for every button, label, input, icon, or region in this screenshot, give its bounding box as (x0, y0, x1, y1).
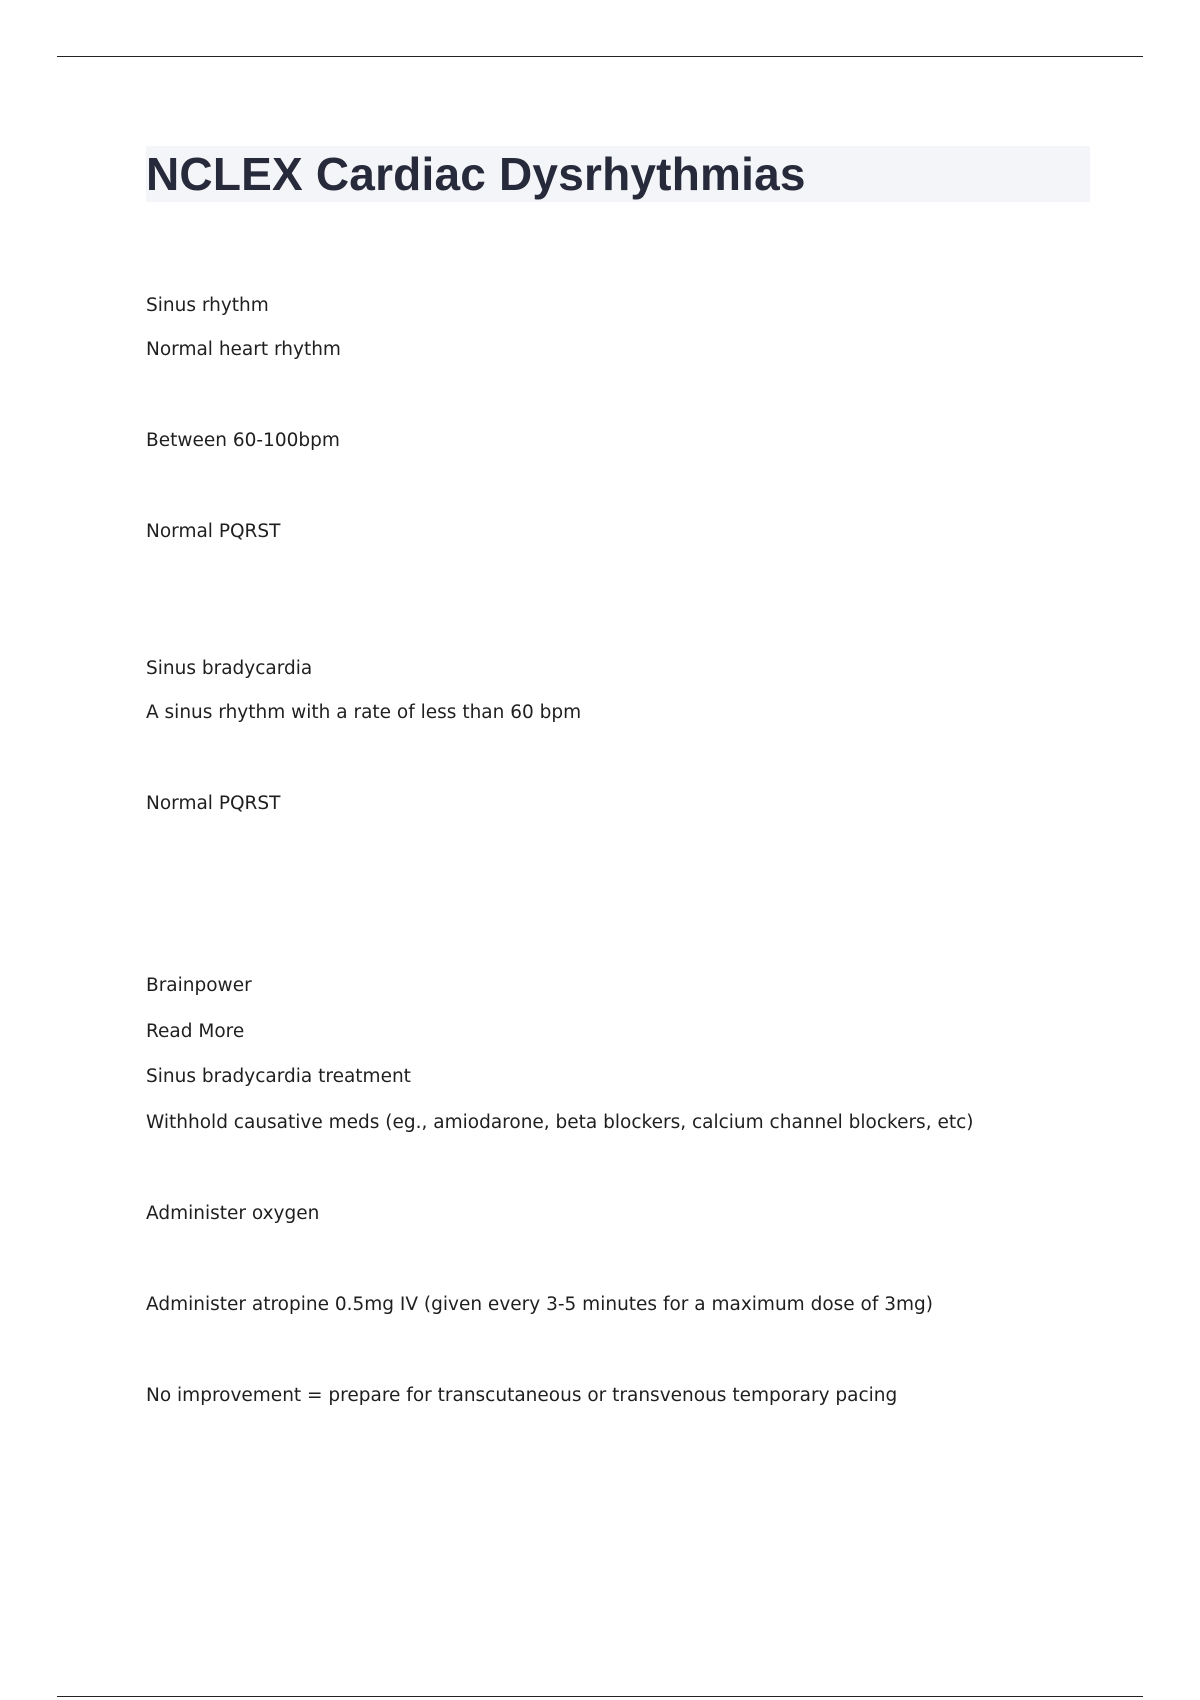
term-sinus-rhythm: Sinus rhythm (146, 295, 269, 316)
definition-line: Normal PQRST (146, 793, 281, 814)
definition-line: Between 60-100bpm (146, 430, 340, 451)
bottom-divider (57, 1696, 1143, 1697)
definition-line: Administer oxygen (146, 1203, 320, 1224)
page-title: NCLEX Cardiac Dysrhythmias (146, 148, 806, 200)
definition-line: No improvement = prepare for transcutaneous or transvenous temporary pacing (146, 1385, 898, 1406)
definition-line: Normal heart rhythm (146, 339, 341, 360)
brainpower-label: Brainpower (146, 975, 252, 996)
definition-line: Withhold causative meds (eg., amiodarone, beta blockers, calcium channel blockers, etc) (146, 1112, 974, 1133)
definition-line: Administer atropine 0.5mg IV (given every 3-5 minutes for a maximum dose of 3mg) (146, 1294, 933, 1315)
top-divider (57, 56, 1143, 57)
definition-line: A sinus rhythm with a rate of less than 60 bpm (146, 702, 582, 723)
term-sinus-bradycardia-treatment: Sinus bradycardia treatment (146, 1066, 411, 1087)
term-sinus-bradycardia: Sinus bradycardia (146, 658, 313, 679)
definition-line: Normal PQRST (146, 521, 281, 542)
read-more-link[interactable]: Read More (146, 1021, 245, 1042)
